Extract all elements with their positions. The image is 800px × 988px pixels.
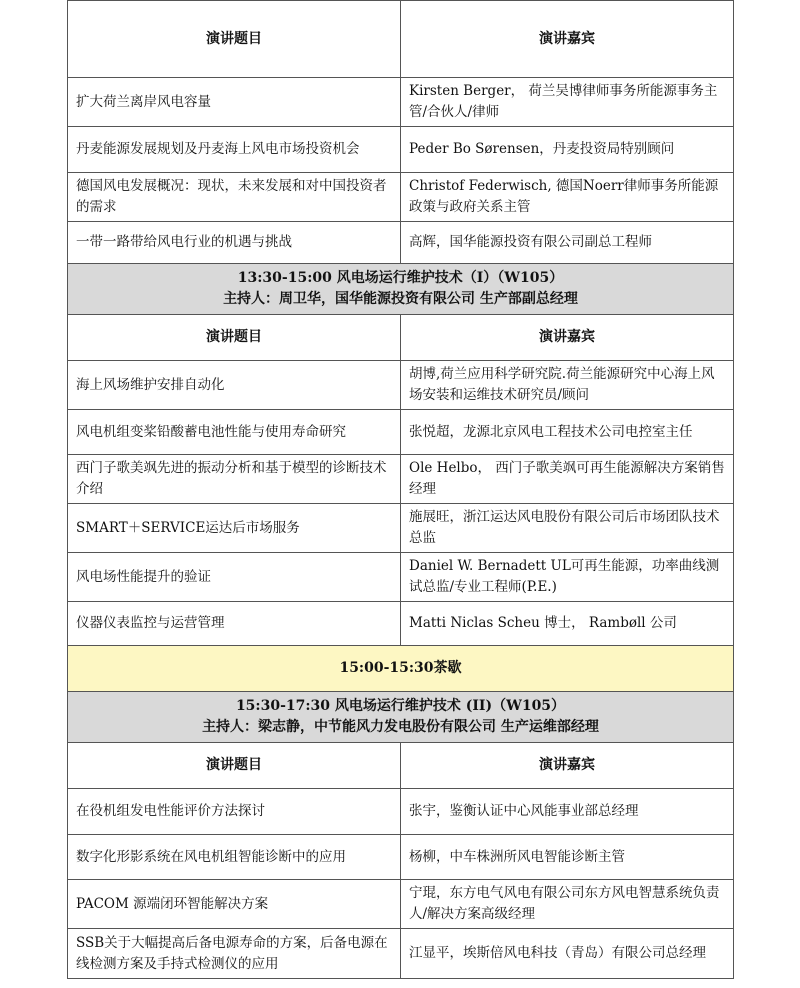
session-band — [68, 264, 734, 315]
table-row — [68, 127, 734, 173]
speaker-cell: Kirsten Berger， 荷兰吴博律师事务所能源事务主管/合伙人/律师 — [401, 78, 734, 127]
speaker-cell: 江显平，埃斯倍风电科技（青岛）有限公司总经理 — [401, 929, 734, 979]
header-speaker: 演讲嘉宾 — [401, 1, 734, 78]
table-row — [68, 553, 734, 602]
header-speaker: 演讲嘉宾 — [401, 743, 734, 789]
table-row — [68, 789, 734, 835]
table-row — [68, 835, 734, 880]
topic-cell: 海上风场维护安排自动化 — [68, 361, 401, 410]
table-row — [68, 455, 734, 504]
table-row — [68, 361, 734, 410]
header-row — [68, 1, 734, 78]
speaker-cell: 施展旺，浙江运达风电股份有限公司后市场团队技术总监 — [401, 504, 734, 553]
topic-cell: 一带一路带给风电行业的机遇与挑战 — [68, 222, 401, 264]
topic-cell: SSB关于大幅提高后备电源寿命的方案，后备电源在线检测方案及手持式检测仪的应用 — [68, 929, 401, 979]
header-topic: 演讲题目 — [68, 1, 401, 78]
table-row — [68, 504, 734, 553]
tea-break-band — [68, 646, 734, 692]
session-host: 主持人：周卫华，国华能源投资有限公司 生产部副总经理 — [223, 291, 578, 307]
topic-cell: SMART＋SERVICE运达后市场服务 — [68, 504, 401, 553]
speaker-cell: 张宇，鉴衡认证中心风能事业部总经理 — [401, 789, 734, 835]
session-header — [68, 264, 734, 315]
speaker-cell: 张悦超，龙源北京风电工程技术公司电控室主任 — [401, 410, 734, 455]
topic-cell: 风电场性能提升的验证 — [68, 553, 401, 602]
header-topic: 演讲题目 — [68, 315, 401, 361]
topic-cell: 西门子歌美飒先进的振动分析和基于模型的诊断技术介绍 — [68, 455, 401, 504]
table-row — [68, 602, 734, 646]
table-row — [68, 78, 734, 127]
topic-cell: 数字化形影系统在风电机组智能诊断中的应用 — [68, 835, 401, 880]
speaker-cell: 宁琨，东方电气风电有限公司东方风电智慧系统负责人/解决方案高级经理 — [401, 880, 734, 929]
table-row — [68, 222, 734, 264]
session-title: 15:30-17:30 风电场运行维护技术 (II)（W105） — [235, 698, 566, 714]
topic-cell: PACOM 源端闭环智能解决方案 — [68, 880, 401, 929]
topic-cell: 德国风电发展概况：现状，未来发展和对中国投资者的需求 — [68, 173, 401, 222]
header-topic: 演讲题目 — [68, 743, 401, 789]
agenda-table — [67, 0, 734, 979]
speaker-cell: Peder Bo Sørensen，丹麦投资局特别顾问 — [401, 127, 734, 173]
tea-break-text: 15:00-15:30茶歇 — [68, 646, 734, 692]
header-row — [68, 315, 734, 361]
topic-cell: 扩大荷兰离岸风电容量 — [68, 78, 401, 127]
topic-cell: 在役机组发电性能评价方法探讨 — [68, 789, 401, 835]
topic-cell: 丹麦能源发展规划及丹麦海上风电市场投资机会 — [68, 127, 401, 173]
table-row — [68, 929, 734, 979]
header-row — [68, 743, 734, 789]
session-title: 13:30-15:00 风电场运行维护技术（I）（W105） — [237, 270, 564, 286]
speaker-cell: 杨柳，中车株洲所风电智能诊断主管 — [401, 835, 734, 880]
session-header — [68, 692, 734, 743]
speaker-cell: Christof Federwisch, 德国Noerr律师事务所能源政策与政府关系主管 — [401, 173, 734, 222]
speaker-cell: Matti Niclas Scheu 博士， Rambøll 公司 — [401, 602, 734, 646]
speaker-cell: Ole Helbo， 西门子歌美飒可再生能源解决方案销售经理 — [401, 455, 734, 504]
speaker-cell: Daniel W. Bernadett UL可再生能源，功率曲线测试总监/专业工程师(P.E.) — [401, 553, 734, 602]
topic-cell: 风电机组变桨铅酸蓄电池性能与使用寿命研究 — [68, 410, 401, 455]
header-speaker: 演讲嘉宾 — [401, 315, 734, 361]
speaker-cell: 胡博,荷兰应用科学研究院.荷兰能源研究中心海上风场安装和运维技术研究员/顾问 — [401, 361, 734, 410]
speaker-cell: 高辉，国华能源投资有限公司副总工程师 — [401, 222, 734, 264]
topic-cell: 仪器仪表监控与运营管理 — [68, 602, 401, 646]
table-row — [68, 410, 734, 455]
table-row — [68, 880, 734, 929]
session-host: 主持人：梁志静，中节能风力发电股份有限公司 生产运维部经理 — [202, 719, 599, 735]
table-row — [68, 173, 734, 222]
session-band — [68, 692, 734, 743]
